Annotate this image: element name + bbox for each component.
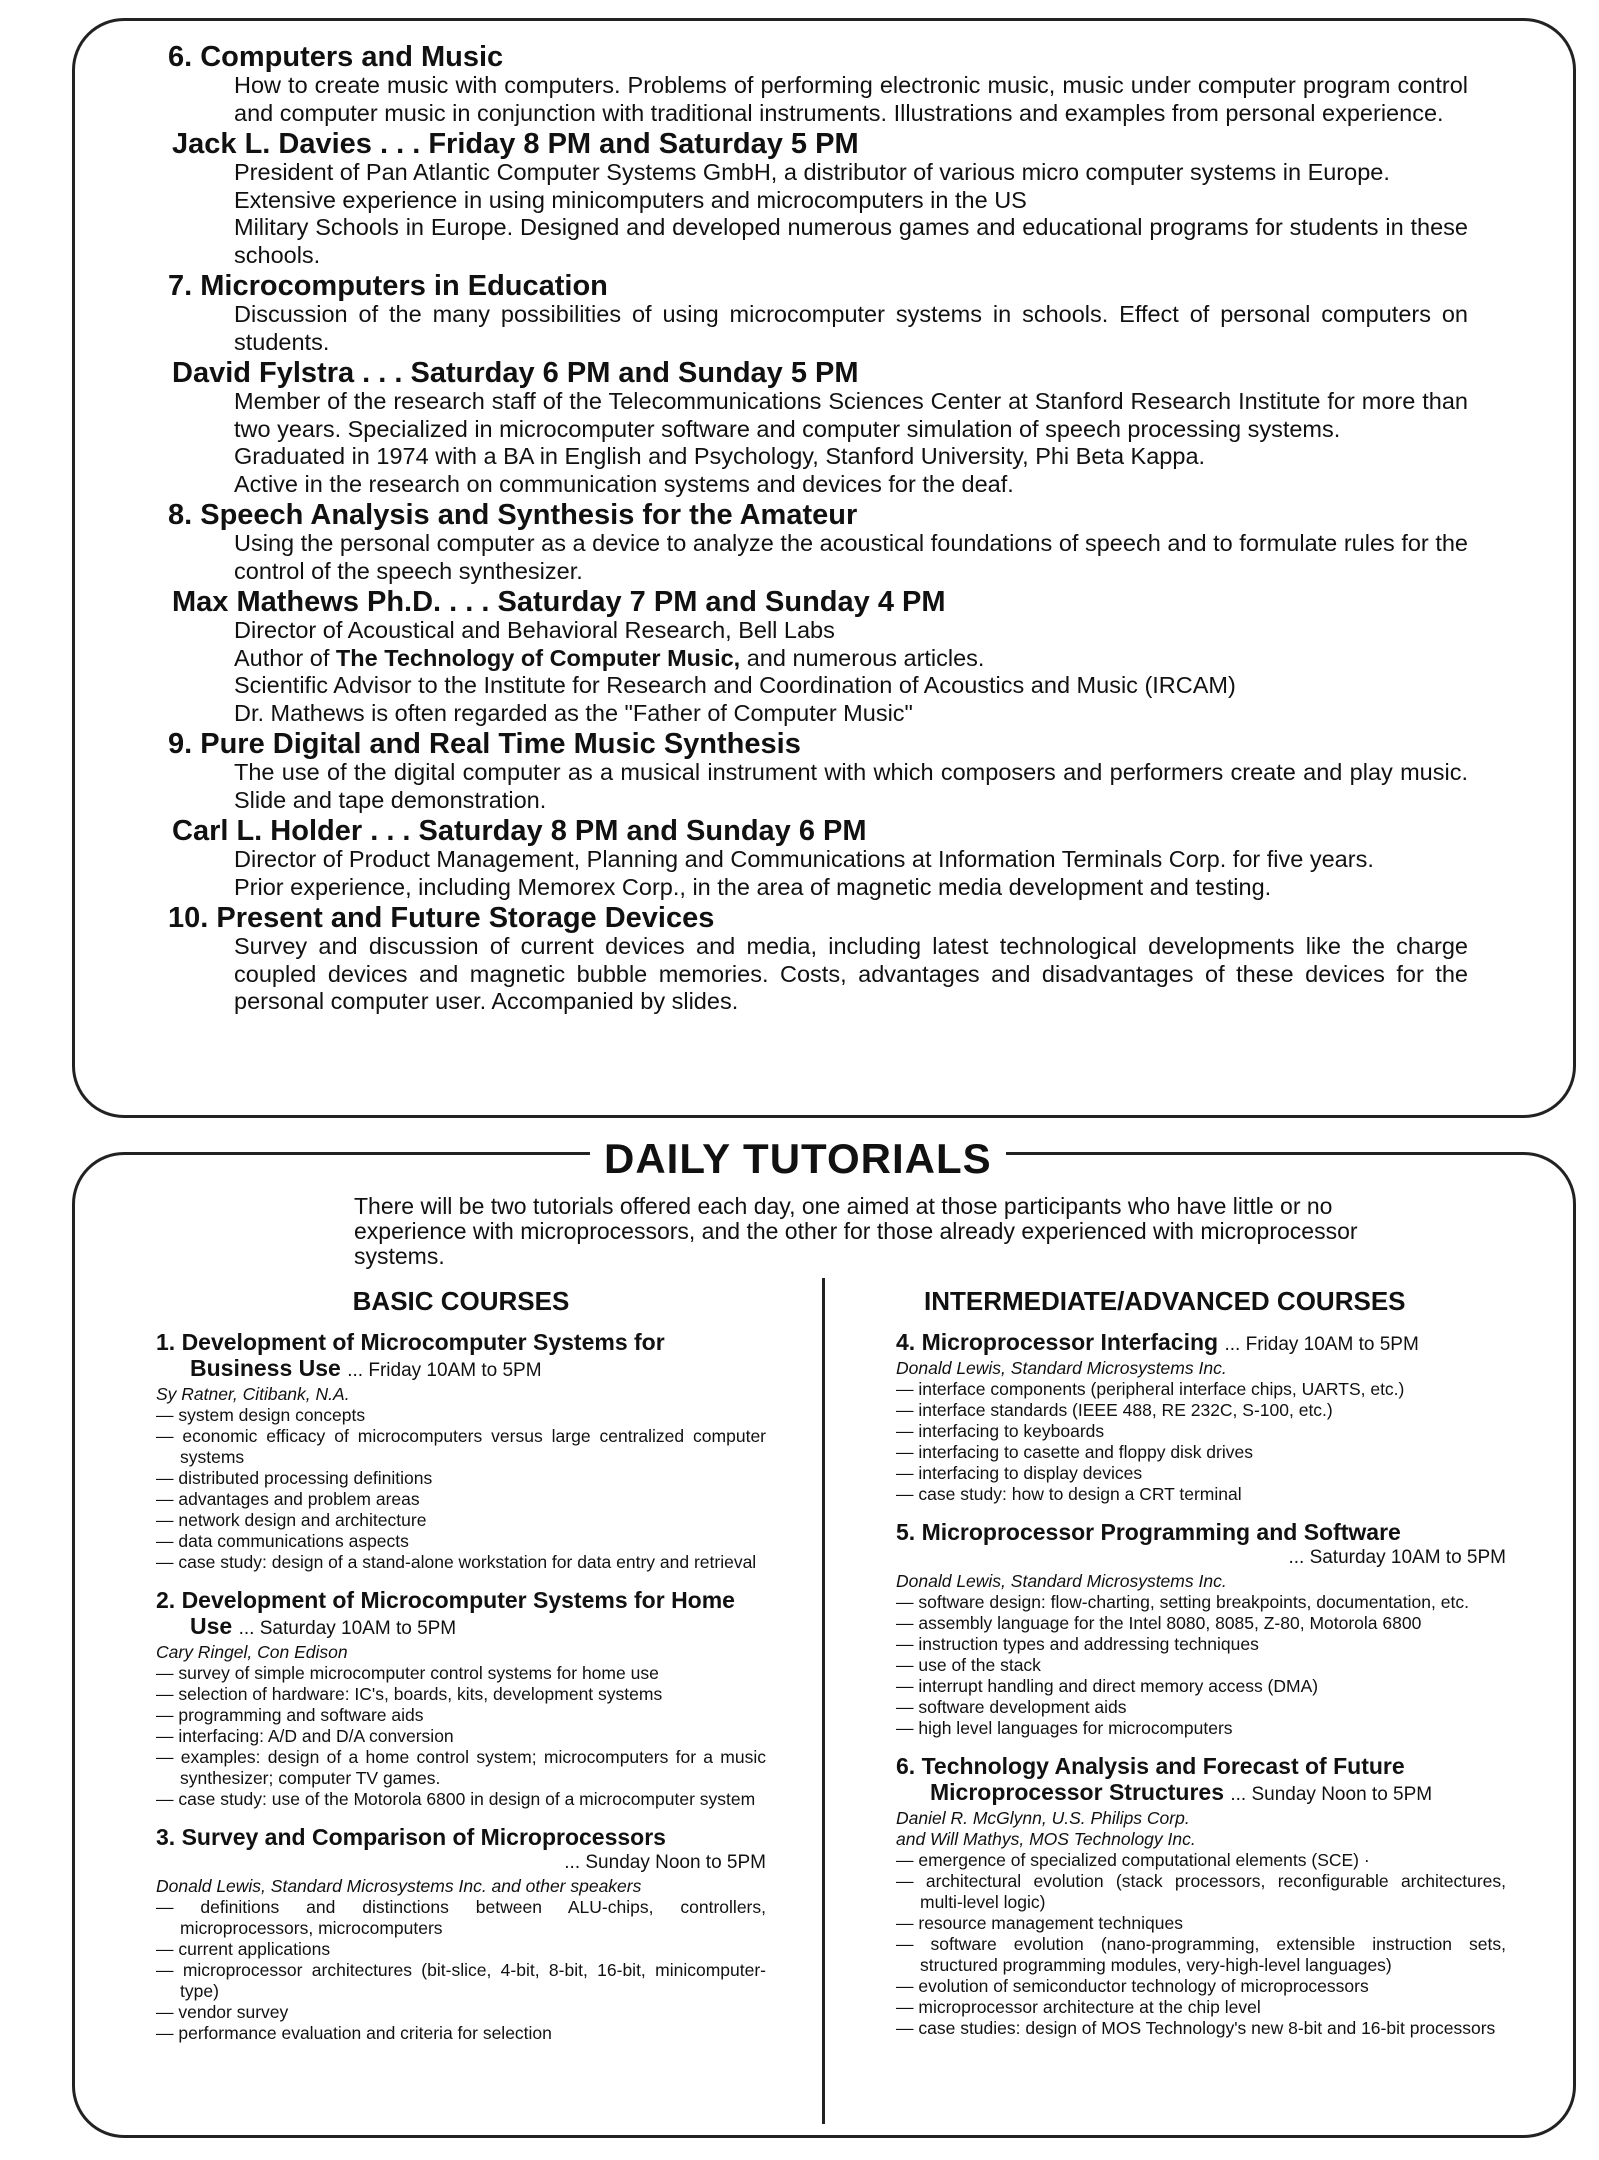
course-topic: — software design: flow-charting, setting breakpoints, documentation, etc. [896, 1592, 1469, 1612]
course-schedule: ... Saturday 10AM to 5PM [1288, 1547, 1506, 1568]
course-topic: — evolution of semiconductor technology of microprocessors [896, 1976, 1369, 1996]
talk-description: Member of the research staff of the Telecommunications Sciences Center at Stanford Research Institute for more than two years. Specialized in microcomputer software and computer simulation of speech processing systems. [234, 388, 1468, 442]
speaker-schedule: Carl L. Holder . . . Saturday 8 PM and Sunday 6 PM [172, 815, 867, 847]
course-topic: — interrupt handling and direct memory access (DMA) [896, 1676, 1319, 1696]
course-title-text: 5. Microprocessor Programming and Software [896, 1519, 1401, 1545]
course-topic: — network design and architecture [156, 1510, 427, 1530]
course-topic: — case study: use of the Motorola 6800 in design of a microcomputer system [156, 1789, 756, 1809]
course-topic: — architectural evolution (stack processors, reconfigurable architectures, multi-level logic) [896, 1871, 1506, 1912]
talk-description: The use of the digital computer as a musical instrument with which composers and performers create and play music. Slide and tape demonstration. [234, 759, 1468, 813]
course-topic: — advantages and problem areas [156, 1489, 420, 1509]
talk-title: 7. Microcomputers in Education [168, 270, 608, 302]
speaker-schedule: Max Mathews Ph.D. . . . Saturday 7 PM and Sunday 4 PM [172, 586, 946, 618]
course-block [156, 1587, 766, 1810]
course-title-text: 6. Technology Analysis and Forecast of Future Microprocessor Structures [896, 1753, 1405, 1805]
course-topic: — microprocessor architecture at the chip level [896, 1997, 1261, 2017]
talk-title: 9. Pure Digital and Real Time Music Synthesis [168, 728, 801, 760]
course-title [156, 1824, 766, 1876]
course-topic: — microprocessor architectures (bit-slice, 4-bit, 8-bit, 16-bit, minicomputer-type) [156, 1960, 766, 2001]
course-topic: — emergence of specialized computational elements (SCE) · [896, 1850, 1370, 1870]
talk-description: Using the personal computer as a device to analyze the acoustical foundations of speech and to formulate rules for the control of the speech synthesizer. [234, 530, 1468, 584]
course-schedule: ... Sunday Noon to 5PM [564, 1852, 766, 1873]
talk-title: 6. Computers and Music [168, 41, 504, 73]
course-topic: — interface components (peripheral interface chips, UARTS, etc.) [896, 1379, 1405, 1399]
course-schedule: ... Saturday 10AM to 5PM [238, 1618, 457, 1639]
course-topic: — definitions and distinctions between ALU-chips, controllers, microprocessors, microcomputers [156, 1897, 766, 1938]
talk-description: How to create music with computers. Problems of performing electronic music, music under computer program control and computer music in conjunction with traditional instruments. Illustrations and examples from personal experience. [234, 72, 1468, 126]
course-topic: — interfacing: A/D and D/A conversion [156, 1726, 454, 1746]
course-title-text: 1. Development of Microcomputer Systems for Business Use [156, 1329, 665, 1381]
column-divider [822, 1278, 825, 2124]
course-topic: — economic efficacy of microcomputers versus large centralized computer systems [156, 1426, 766, 1467]
course-block [156, 1329, 766, 1573]
talk-description: Discussion of the many possibilities of using microcomputer systems in schools. Effect of personal computers on students. [234, 301, 1468, 355]
talk-description [234, 645, 1468, 673]
course-topic: — system design concepts [156, 1405, 366, 1425]
advanced-courses-column [896, 1285, 1506, 2053]
course-title-text: 4. Microprocessor Interfacing [896, 1329, 1219, 1355]
talk-title: 10. Present and Future Storage Devices [168, 902, 715, 934]
course-title [896, 1519, 1506, 1571]
talk-description: Scientific Advisor to the Institute for Research and Coordination of Acoustics and Music (IRCAM) [234, 672, 1236, 698]
course-title [896, 1753, 1506, 1808]
text-segment: and numerous articles. [740, 644, 985, 671]
course-topic: — high level languages for microcomputers [896, 1718, 1233, 1738]
talk-description: Director of Acoustical and Behavioral Research, Bell Labs [234, 617, 835, 643]
course-topic: — software development aids [896, 1697, 1127, 1717]
course-topic: — case studies: design of MOS Technology's new 8-bit and 16-bit processors [896, 2018, 1496, 2038]
course-topic: — selection of hardware: IC's, boards, kits, development systems [156, 1684, 663, 1704]
talk-description: Survey and discussion of current devices and media, including latest technological developments like the charge coupled devices and magnetic bubble memories. Costs, advantages and disadvantages of these devices for the personal computer user. Accompanied by slides. [234, 933, 1468, 1014]
course-topic: — examples: design of a home control system; microcomputers for a music synthesizer; computer TV games. [156, 1747, 766, 1788]
course-presenter: Sy Ratner, Citibank, N.A. [156, 1384, 350, 1404]
course-topic: — programming and software aids [156, 1705, 424, 1725]
course-topic: — performance evaluation and criteria for selection [156, 2023, 552, 2043]
course-topic: — case study: design of a stand-alone workstation for data entry and retrieval [156, 1552, 757, 1572]
book-title: The Technology of Computer Music, [335, 644, 741, 671]
course-presenter: Donald Lewis, Standard Microsystems Inc. and other speakers [156, 1876, 642, 1896]
talk-description: Military Schools in Europe. Designed and developed numerous games and educational programs for students in these schools. [234, 214, 1468, 268]
course-topic: — assembly language for the Intel 8080, 8085, Z-80, Motorola 6800 [896, 1613, 1422, 1633]
course-presenter: and Will Mathys, MOS Technology Inc. [896, 1829, 1196, 1849]
course-title-text: 3. Survey and Comparison of Microprocessors [156, 1824, 666, 1850]
talk-description: Active in the research on communication systems and devices for the deaf. [234, 470, 1014, 497]
course-topic: — resource management techniques [896, 1913, 1183, 1933]
talk-description: President of Pan Atlantic Computer Systems GmbH, a distributor of various micro computer systems in Europe. [234, 159, 1390, 185]
basic-courses-heading: BASIC COURSES [352, 1286, 570, 1316]
talk-title: 8. Speech Analysis and Synthesis for the Amateur [168, 499, 858, 531]
advanced-course-list [896, 1329, 1506, 2039]
text-segment: Author of [234, 644, 336, 671]
talk-description: Graduated in 1974 with a BA in English and Psychology, Stanford University, Phi Beta Kappa. [234, 443, 1206, 469]
course-topic: — data communications aspects [156, 1531, 409, 1551]
course-topic: — case study: how to design a CRT terminal [896, 1484, 1242, 1504]
course-topic: — interface standards (IEEE 488, RE 232C, S-100, etc.) [896, 1400, 1333, 1420]
basic-courses-column [156, 1285, 766, 2058]
talk-description: Prior experience, including Memorex Corp., in the area of magnetic media development and testing. [234, 873, 1272, 900]
speaker-schedule: Jack L. Davies . . . Friday 8 PM and Saturday 5 PM [172, 128, 859, 160]
talk-description: Dr. Mathews is often regarded as the "Father of Computer Music" [234, 699, 913, 726]
course-block [896, 1329, 1506, 1505]
course-topic: — interfacing to display devices [896, 1463, 1143, 1483]
course-title-text: 2. Development of Microcomputer Systems for Home Use [156, 1587, 735, 1639]
basic-course-list [156, 1329, 766, 2044]
course-schedule: ... Sunday Noon to 5PM [1230, 1784, 1433, 1805]
speaker-schedule: David Fylstra . . . Saturday 6 PM and Sunday 5 PM [172, 357, 859, 389]
tutorials-intro: There will be two tutorials offered each day, one aimed at those participants who have little or no experience with microprocessors, and the other for those already experienced with microprocessor systems. [354, 1193, 1358, 1269]
course-topic: — survey of simple microcomputer control systems for home use [156, 1663, 659, 1683]
course-title [896, 1329, 1506, 1358]
course-topic: — interfacing to casette and floppy disk drives [896, 1442, 1253, 1462]
course-topic: — instruction types and addressing techniques [896, 1634, 1259, 1654]
course-block [896, 1753, 1506, 2039]
course-topic: — vendor survey [156, 2002, 289, 2022]
course-presenter: Cary Ringel, Con Edison [156, 1642, 348, 1662]
course-schedule: ... Friday 10AM to 5PM [347, 1360, 542, 1381]
course-block [156, 1824, 766, 2044]
tutorials-title: DAILY TUTORIALS [590, 1136, 1006, 1182]
course-topic: — software evolution (nano-programming, extensible instruction sets, structured programming modules, very-high-level languages) [896, 1934, 1506, 1975]
talk-description: Director of Product Management, Planning and Communications at Information Terminals Corp. for five years. [234, 846, 1374, 872]
advanced-courses-heading: INTERMEDIATE/ADVANCED COURSES [924, 1286, 1406, 1316]
course-block [896, 1519, 1506, 1739]
course-schedule: ... Friday 10AM to 5PM [1224, 1334, 1419, 1355]
course-topic: — distributed processing definitions [156, 1468, 433, 1488]
course-title [156, 1587, 766, 1642]
talk-list [168, 40, 1468, 1016]
course-presenter: Donald Lewis, Standard Microsystems Inc. [896, 1358, 1227, 1378]
course-title [156, 1329, 766, 1384]
course-topic: — interfacing to keyboards [896, 1421, 1105, 1441]
course-topic: — use of the stack [896, 1655, 1041, 1675]
course-presenter: Donald Lewis, Standard Microsystems Inc. [896, 1571, 1227, 1591]
talk-description: Extensive experience in using minicomputers and microcomputers in the US [234, 186, 1027, 213]
course-presenter: Daniel R. McGlynn, U.S. Philips Corp. [896, 1808, 1190, 1828]
course-topic: — current applications [156, 1939, 331, 1959]
